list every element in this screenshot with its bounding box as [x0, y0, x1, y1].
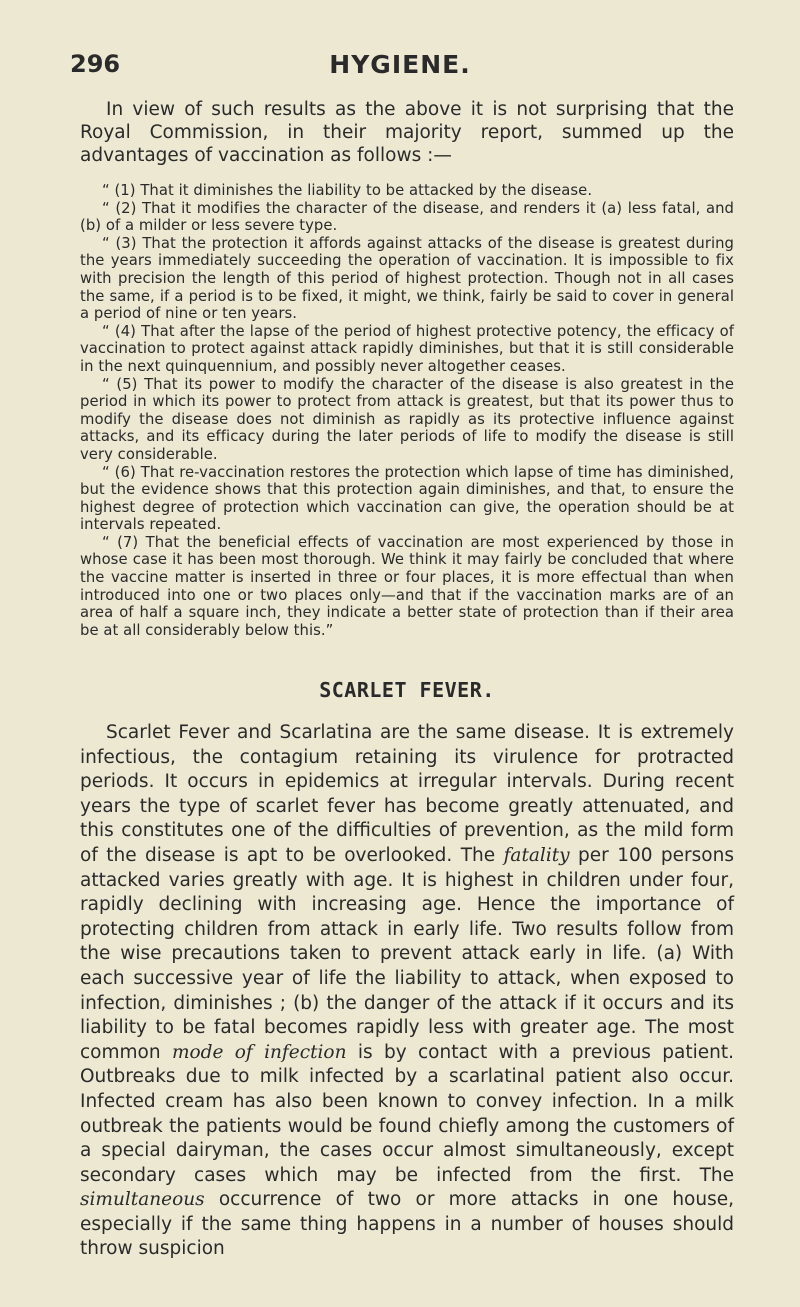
commission-quotes: [80, 182, 734, 639]
section-body: [80, 721, 734, 1262]
section-heading: SCARLET FEVER.: [319, 678, 495, 702]
quote-item: “ (7) That the beneficial effects of vaccination are most experienced by those in whose case it has been most thorough. We think it may fairly be concluded that where the vaccine matter is inserted in three or four places, it is more effectual than when introduced into one or two places only—and that if the vaccination marks are of an area of half a square inch, they indicate a better state of protection than if their area be at all considerably below this.”: [80, 533, 734, 639]
quote-item: “ (2) That it modifies the character of the disease, and renders it (a) less fatal, and (b) of a milder or less severe type.: [80, 199, 734, 235]
body-emphasis: mode of infection: [171, 1041, 347, 1063]
body-text-run: Scarlet Fever and Scarlatina are the same disease. It is extremely infectious, the contagium retaining its virulence for protracted periods. It occurs in epidemics at irregular intervals. During recent years the type of scarlet fever has become greatly attenuated, and this constitutes one of the difficulties of prevention, as the mild form of the disease is apt to be overlooked. The: [80, 722, 734, 866]
quote-item: “ (1) That it diminishes the liability to be attacked by the disease.: [102, 182, 593, 199]
page-number: 296: [70, 50, 121, 78]
body-emphasis: fatality: [503, 844, 570, 866]
page-header: [70, 50, 730, 80]
intro-paragraph: In view of such results as the above it is not surprising that the Royal Commission, in their majority report, summed up the advantages of vaccination as follows :—: [80, 99, 734, 166]
quote-item: “ (3) That the protection it affords against attacks of the disease is greatest during the years immediately succeeding the operation of vaccination. It is impossible to fix with precision the length of this period of highest protection. Though not in all cases the same, if a period is to be fixed, it might, we think, fairly be said to cover in general a period of nine or ten years.: [80, 234, 734, 323]
body-text-run: is by contact with a previous patient. Outbreaks due to milk infected by a scarlatinal patient also occur. Infected cream has also been known to convey infection. In a milk outbreak the patients would be found chiefly among the customers of a special dairyman, the cases occur almost simultaneously, except secondary cases which may be infected from the first. The: [80, 1041, 735, 1186]
body-text-run: occurrence of two or more attacks in one house, especially if the same thing happens in a number of houses should throw suspicion: [80, 1189, 734, 1260]
running-head: HYGIENE.: [329, 50, 471, 79]
body-emphasis: simultaneous: [80, 1189, 205, 1211]
quote-item: “ (4) That after the lapse of the period of highest protective potency, the efficacy of vaccination to protect against attack rapidly diminishes, but that it is still considerable in the next quinquennium, and possibly never altogether ceases.: [80, 322, 734, 375]
quote-item: “ (6) That re-vaccination restores the protection which lapse of time has diminished, but the evidence shows that this protection again diminishes, and that, to ensure the highest degree of protection which vaccination can give, the operation should be at intervals repeated.: [80, 463, 734, 534]
quote-item: “ (5) That its power to modify the character of the disease is also greatest in the period in which its power to protect from attack is greatest, but that its power thus to modify the disease does not diminish as rapidly as its protective influence against attacks, and its efficacy during the later periods of life to modify the disease is still very considerable.: [80, 375, 734, 463]
body-text-run: per 100 persons attacked varies greatly with age. It is highest in children under four, rapidly declining with increasing age. Hence the importance of protecting children from attack in early life. Two results follow from the wise precautions taken to prevent attack early in life. (a) With each successive year of life the liability to attack, when exposed to infection, diminishes ; (b) the danger of the attack if it occurs and its liability to be fatal becomes rapidly less with greater age. The most common: [80, 844, 734, 1063]
